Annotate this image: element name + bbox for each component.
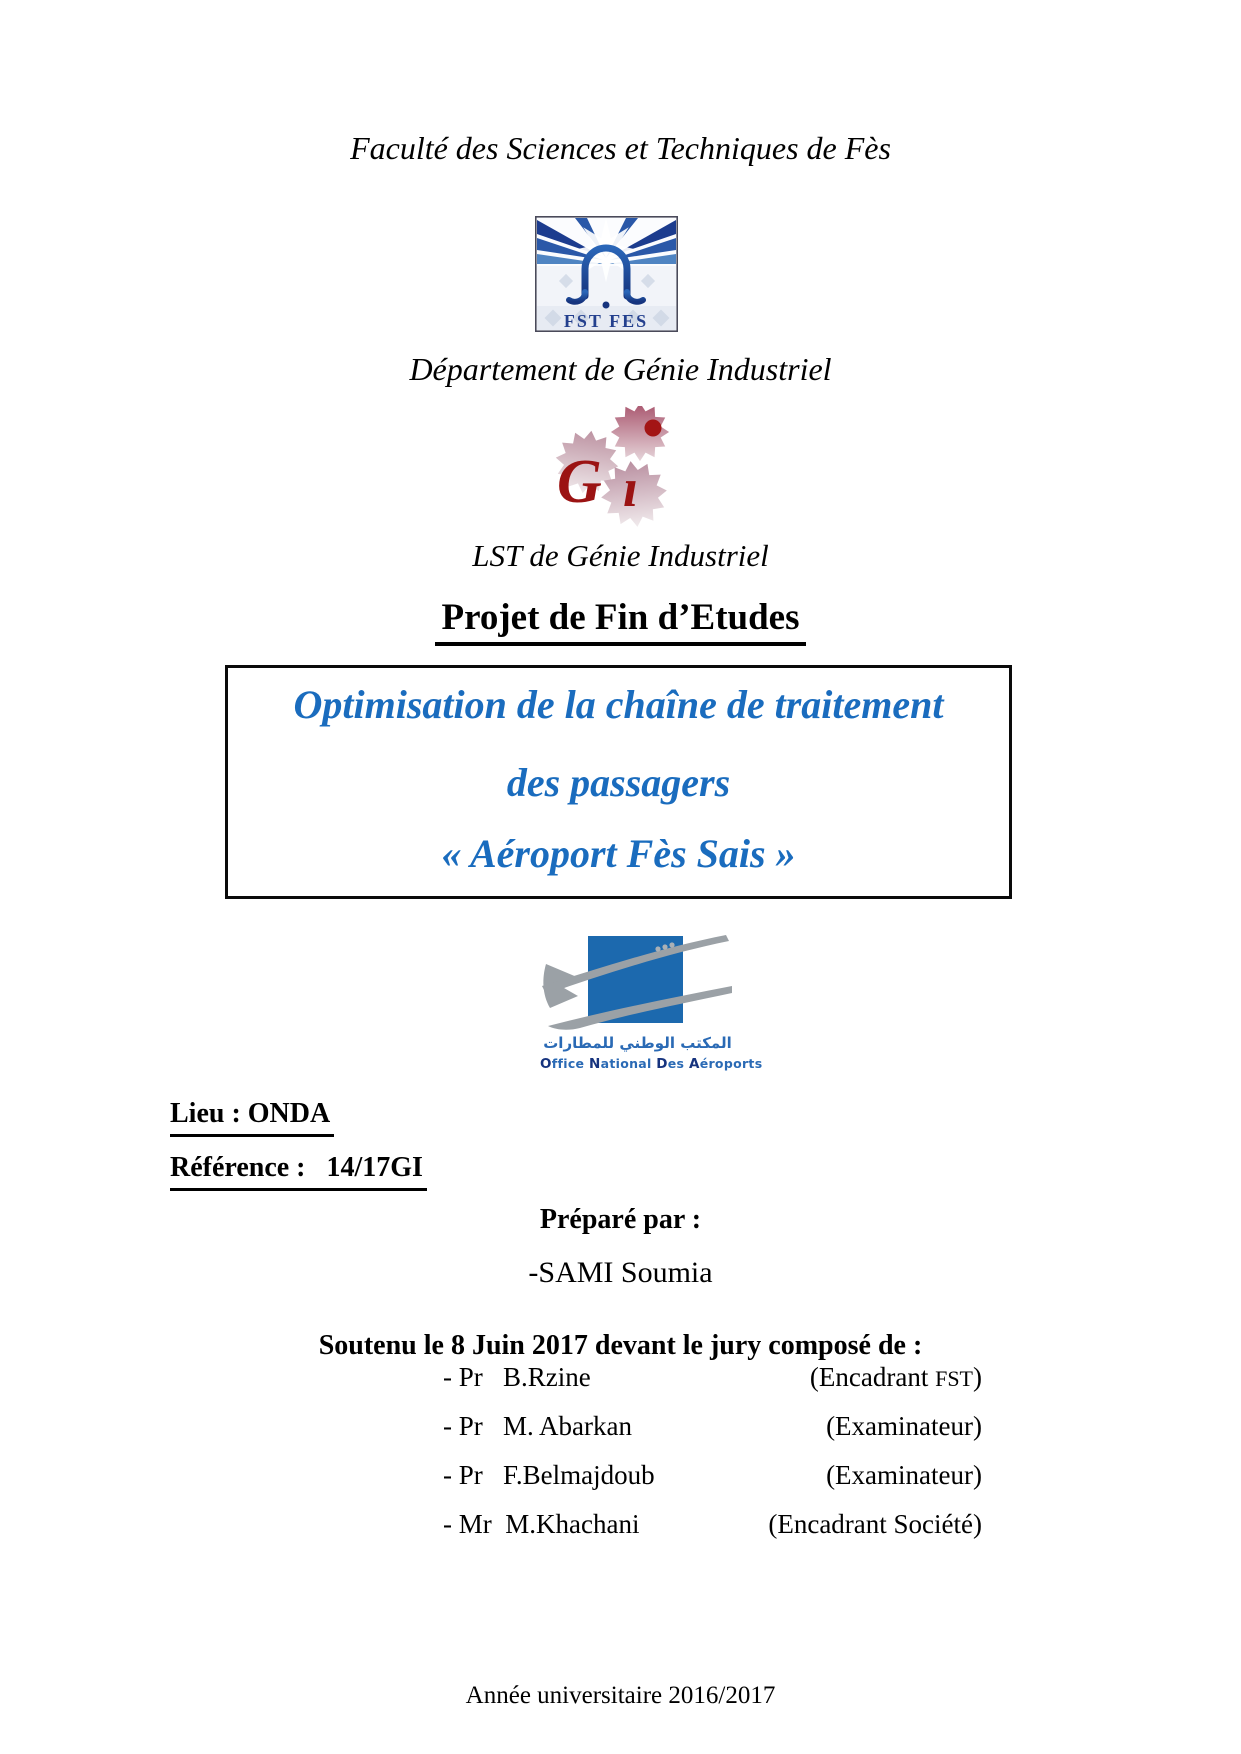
academic-year-footer: Année universitaire 2016/2017	[465, 1682, 776, 1709]
institution-name: Faculté des Sciences et Techniques de Fès	[350, 130, 891, 166]
gi-letter-g: G	[557, 448, 602, 516]
fst-fes-logo	[535, 216, 678, 332]
gi-logo-graphic	[545, 406, 683, 528]
jury-member-name: - Pr B.Rzine	[443, 1362, 591, 1392]
onda-initial-d: D	[656, 1056, 668, 1072]
jury-member-role: (Encadrant Société)	[768, 1509, 982, 1539]
gi-dot	[645, 420, 662, 437]
jury-member-name: - Mr M.Khachani	[443, 1509, 640, 1539]
onda-arabic-name: المكتب الوطني للمطارات	[543, 1034, 732, 1052]
location-line	[170, 1098, 334, 1137]
jury-row	[443, 1362, 982, 1396]
jury-member-name: - Pr M. Abarkan	[443, 1411, 632, 1441]
thesis-title-line2: des passagers	[506, 760, 731, 805]
jury-member-role: (Encadrant FST)	[809, 1362, 982, 1392]
onda-latin-name: Office National Des Aéroports	[540, 1056, 763, 1072]
onda-initial-n: N	[588, 1056, 601, 1072]
onda-initial-a: A	[688, 1056, 700, 1072]
onda-initial-o: O	[540, 1056, 552, 1072]
gi-logo	[545, 406, 683, 528]
thesis-title-line1: Optimisation de la chaîne de traitement	[293, 682, 944, 727]
jury-row	[443, 1509, 982, 1543]
jury-row	[443, 1460, 982, 1494]
jury-member-role: (Examinateur)	[826, 1411, 982, 1441]
reference-line	[170, 1152, 427, 1191]
jury-member-role: (Examinateur)	[826, 1460, 982, 1490]
onda-logo-graphic	[540, 928, 735, 1030]
program-name: LST de Génie Industriel	[472, 538, 769, 573]
location-text: Lieu : ONDA	[170, 1098, 334, 1137]
onda-logo	[540, 928, 763, 1072]
report-type-title	[0, 596, 1241, 646]
report-type-text: Projet de Fin d’Etudes	[435, 596, 805, 646]
jury-list	[443, 1362, 982, 1558]
jury-row	[443, 1411, 982, 1445]
department-name: Département de Génie Industriel	[409, 351, 832, 387]
thesis-title-line3: « Aéroport Fès Sais »	[441, 831, 796, 876]
reference-text: Référence : 14/17GI	[170, 1152, 427, 1191]
author-name: -SAMI Soumia	[528, 1256, 713, 1289]
fst-fes-caption: FST FES	[563, 311, 649, 331]
thesis-title-box	[225, 665, 1012, 899]
jury-member-name: - Pr F.Belmajdoub	[443, 1460, 655, 1490]
fst-fes-logo-graphic	[535, 216, 678, 332]
gi-letter-i: ı	[623, 458, 639, 518]
defense-statement: Soutenu le 8 Juin 2017 devant le jury composé de :	[318, 1330, 923, 1361]
prepared-by-label: Préparé par :	[539, 1204, 702, 1235]
